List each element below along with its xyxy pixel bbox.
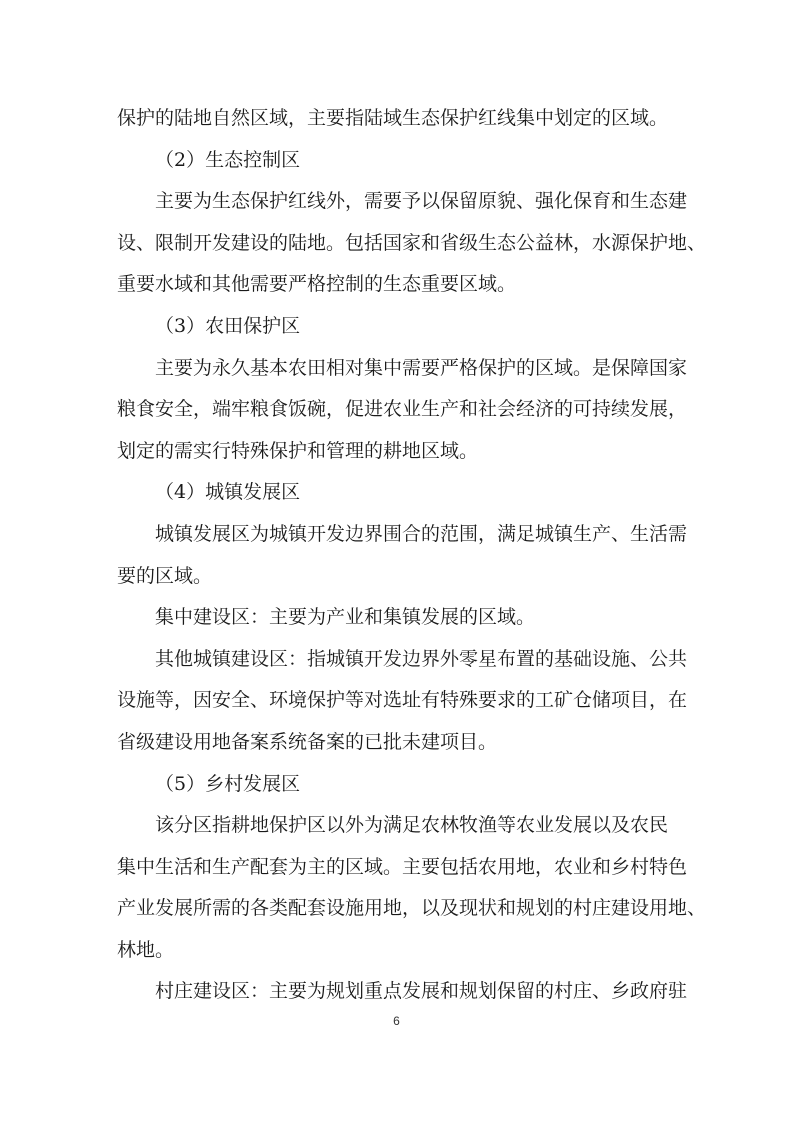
- text-line: 该分区指耕地保护区以外为满足农林牧渔等农业发展以及农民: [155, 814, 669, 837]
- text-line: 主要为生态保护红线外，需要予以保留原貌、强化保育和生态建: [155, 190, 688, 213]
- text-line: 粮食安全，端牢粮食饭碗，促进农业生产和社会经济的可持续发展，: [117, 398, 688, 421]
- text-line: 产业发展所需的各类配套设施用地，以及现状和规划的村庄建设用地、: [117, 897, 707, 920]
- text-line: 要的区域。: [117, 564, 213, 587]
- page-number: 6: [393, 1014, 400, 1028]
- text-line: 保护的陆地自然区域，主要指陆域生态保护红线集中划定的区域。: [117, 107, 669, 129]
- text-line: 划定的需实行特殊保护和管理的耕地区域。: [117, 439, 479, 462]
- text-line: 城镇发展区为城镇开发边界围合的范围，满足城镇生产、生活需: [155, 522, 688, 545]
- text-line: 主要为永久基本农田相对集中需要严格保护的区域。是保障国家: [155, 356, 688, 379]
- section-heading: （4）城镇发展区: [155, 481, 301, 504]
- body-text: [117, 98, 707, 1013]
- text-line: 林地。: [117, 938, 175, 961]
- text-line: 村庄建设区：主要为规划重点发展和规划保留的村庄、乡政府驻: [155, 980, 688, 1003]
- section-heading: （2）生态控制区: [155, 148, 301, 171]
- text-line: 集中生活和生产配套为主的区域。主要包括农用地，农业和乡村特色: [117, 855, 688, 878]
- section-heading: （3）农田保护区: [155, 314, 301, 337]
- text-line: 设施等，因安全、环境保护等对选址有特殊要求的工矿仓储项目，在: [117, 689, 688, 712]
- text-line: 设、限制开发建设的陆地。包括国家和省级生态公益林，水源保护地、: [117, 231, 707, 254]
- text-line: 集中建设区：主要为产业和集镇发展的区域。: [155, 606, 536, 629]
- text-line: 重要水域和其他需要严格控制的生态重要区域。: [117, 273, 517, 296]
- text-line: 其他城镇建设区：指城镇开发边界外零星布置的基础设施、公共: [155, 647, 688, 670]
- text-line: 省级建设用地备案系统备案的已批未建项目。: [117, 730, 498, 753]
- section-heading: （5）乡村发展区: [155, 772, 301, 795]
